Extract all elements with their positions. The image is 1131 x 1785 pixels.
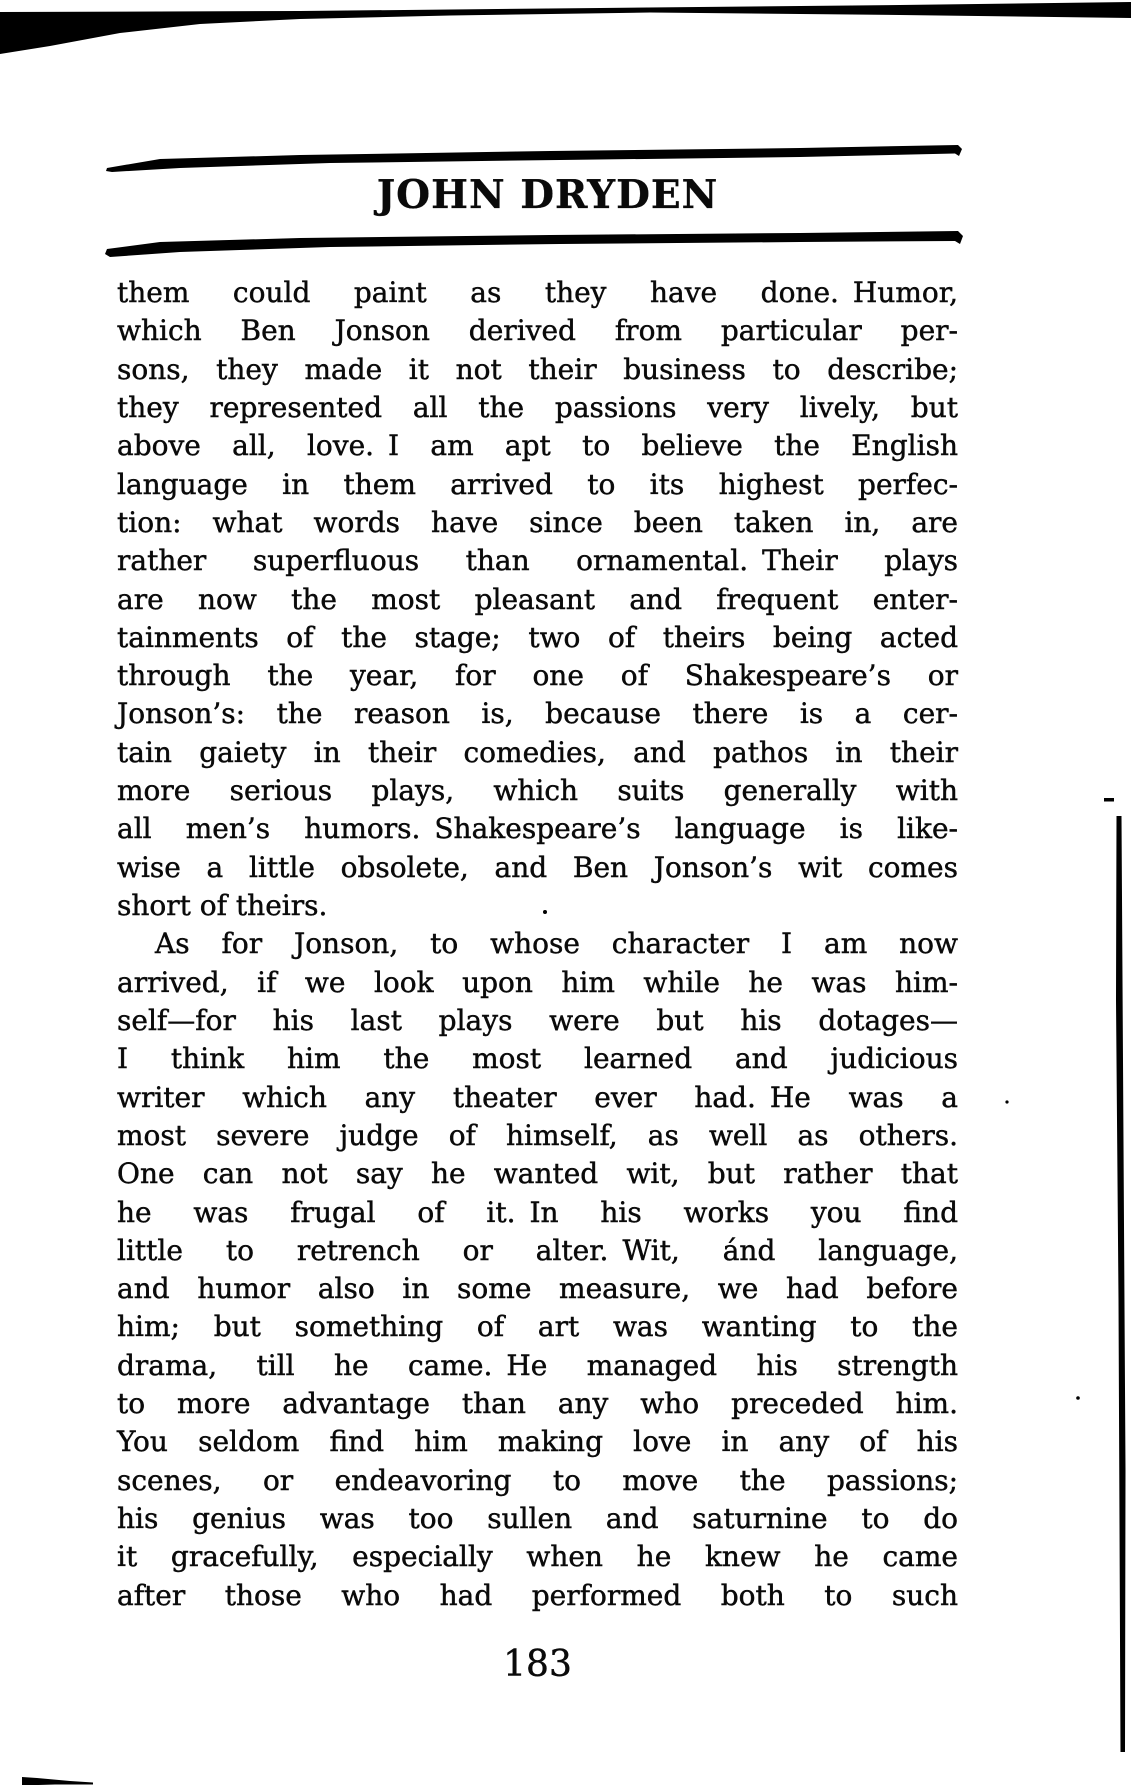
text-line: to more advantage than any who preceded him. — [117, 1387, 958, 1421]
text-line: tion: what words have since been taken in, are — [117, 505, 958, 539]
text-line: he was frugal of it. In his works you find — [117, 1195, 958, 1229]
text-line: they represented all the passions very lively, but — [117, 390, 958, 424]
text-block — [117, 274, 958, 1615]
text-line: writer which any theater ever had. He was a — [117, 1080, 958, 1114]
header-rule-bottom — [105, 231, 963, 257]
scan-artifact-dash — [1104, 798, 1114, 802]
text-line: and humor also in some measure, we had before — [117, 1272, 958, 1306]
text-line: all men’s humors. Shakespeare’s language is like- — [117, 812, 958, 846]
text-line: after those who had performed both to such — [117, 1578, 958, 1612]
text-line: his genius was too sullen and saturnine to do — [117, 1502, 958, 1535]
text-line: most severe judge of himself, as well as others. — [117, 1118, 958, 1152]
scan-speck — [1005, 1100, 1008, 1103]
text-line: sons, they made it not their business to describe; — [117, 352, 958, 386]
text-line: more serious plays, which suits generally with — [117, 774, 958, 808]
text-line: it gracefully, especially when he knew he came — [117, 1540, 958, 1574]
text-line: I think him the most learned and judicious — [117, 1042, 958, 1076]
text-line: You seldom find him making love in any of his — [117, 1425, 958, 1459]
text-line: which Ben Jonson derived from particular per- — [117, 314, 958, 348]
text-line: rather superfluous than ornamental. Their plays — [117, 544, 958, 578]
text-line: One can not say he wanted wit, but rather that — [117, 1157, 958, 1191]
text-line: above all, love. I am apt to believe the English — [117, 429, 958, 463]
header-rules — [0, 0, 1131, 300]
text-line: As for Jonson, to whose character I am now — [155, 927, 958, 961]
scan-artifact-right-edge-line — [1116, 816, 1126, 1752]
text-line: Jonson’s: the reason is, because there is a cer- — [117, 697, 958, 731]
text-line: self—for his last plays were but his dotages— — [117, 1003, 958, 1037]
text-line: little to retrench or alter. Wit, ánd language, — [117, 1233, 958, 1267]
text-line: them could paint as they have done. Humor, — [117, 276, 958, 309]
header-rule-top — [106, 145, 962, 172]
scan-artifact-bottom-left-wedge — [22, 1777, 93, 1785]
text-line: him; but something of art was wanting to the — [117, 1310, 958, 1344]
page-number: 183 — [503, 1644, 572, 1685]
text-line: through the year, for one of Shakespeare’s or — [117, 659, 958, 693]
text-line: arrived, if we look upon him while he was him- — [117, 965, 958, 999]
scan-speck — [1076, 1396, 1080, 1400]
text-line: short of theirs. — [117, 889, 328, 922]
text-line: scenes, or endeavoring to move the passions; — [117, 1463, 958, 1497]
text-line: wise a little obsolete, and Ben Jonson’s wit comes — [117, 850, 958, 884]
text-line: tainments of the stage; two of theirs being acted — [117, 620, 958, 654]
page-title: JOHN DRYDEN — [376, 172, 719, 218]
text-line: tain gaiety in their comedies, and pathos in their — [117, 735, 958, 769]
text-line: language in them arrived to its highest perfec- — [117, 467, 958, 501]
text-line: drama, till he came. He managed his strength — [117, 1348, 958, 1382]
text-line: are now the most pleasant and frequent enter- — [117, 582, 958, 616]
